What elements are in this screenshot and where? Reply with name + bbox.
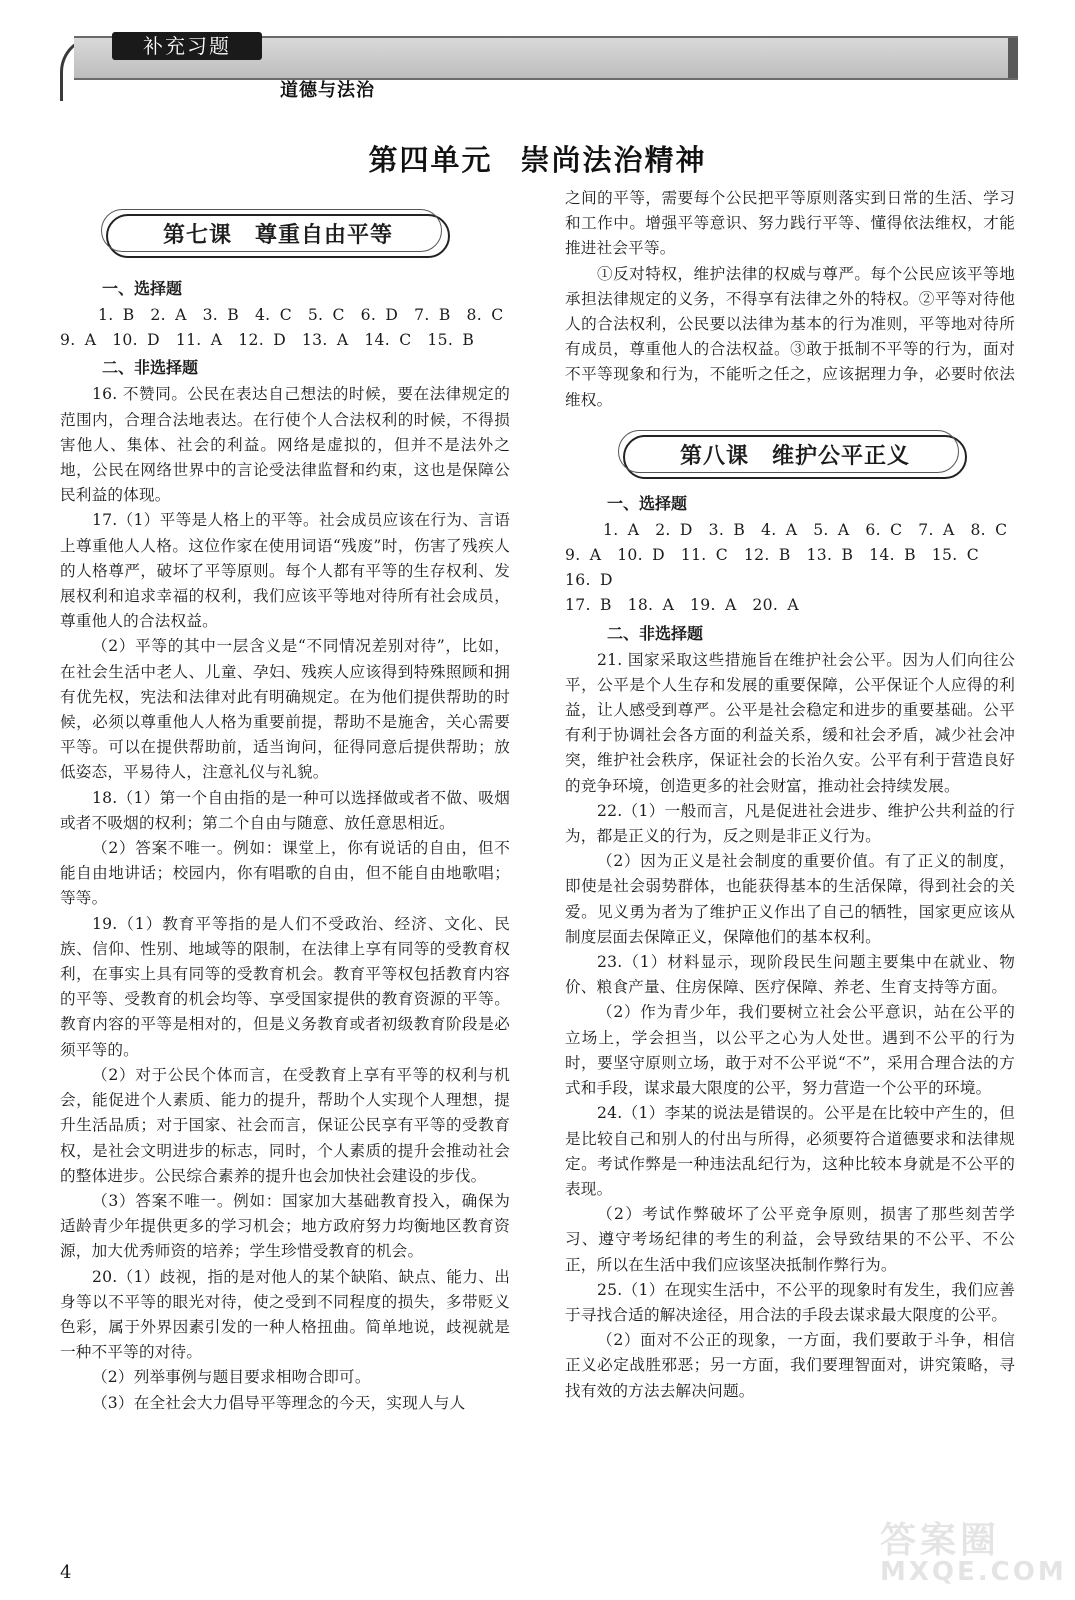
- paragraph: （2）面对不公正的现象，一方面，我们要敢于斗争，相信正义必定战胜邪恶；另一方面，我们要理智面对，讲究策略，寻找有效的方法去解决问题。: [565, 1331, 1015, 1400]
- paragraph: 21. 国家采取这些措施旨在维护社会公平。因为人们向往公平，公平是个人生存和发展的重要保障，公平保证个人应得的利益，让人感受到尊严。公平是社会稳定和进步的重要基础。公平有利于协调社会各方面的利益关系，缓和社会矛盾，减少社会冲突，维护社会秩序，保证社会的长治久安。公平有利于营造良好的竞争环境，创造更多的社会财富，推动社会持续发展。: [565, 650, 1015, 795]
- paragraph: （2）作为青少年，我们要树立社会公平意识，站在公平的立场上，学会担当，以公平之心为人处世。遇到不公平的行为时，要坚守原则立场，敢于对不公平说“不”，采用合理合法的方式和手段，谋求最大限度的公平，努力营造一个公平的环境。: [565, 1003, 1015, 1098]
- lesson8-answers-line3: 17. B 18. A 19. A 20. A: [565, 596, 799, 615]
- lesson8-title: 第八课 维护公平正义: [623, 435, 967, 479]
- lesson7-title: 第七课 尊重自由平等: [106, 214, 450, 258]
- lesson8-section-nonchoice: 二、非选择题: [607, 623, 704, 643]
- watermark-logo-text: 答案圈: [880, 1520, 1001, 1561]
- paragraph: （2）因为正义是社会制度的重要价值。有了正义的制度，即使是社会弱势群体，也能获得基本的生活保障，得到社会的关爱。见义勇为者为了维护正义作出了自己的牺牲，国家更应该从制度层面去保障正义，保障他们的基本权利。: [565, 852, 1015, 946]
- paragraph: ①反对特权，维护法律的权威与尊严。每个公民应该平等地承担法律规定的义务，不得享有法律之外的特权。②平等对待他人的合法权利，公民要以法律为基本的行为准则，平等地对待所有成员，尊重他人的合法权益。③敢于抵制不平等的行为，面对不平等现象和行为，不能听之任之，应该据理力争，必要时依法维权。: [565, 264, 1015, 409]
- paragraph: （2）平等的其中一层含义是“不同情况差别对待”，比如，在社会生活中老人、儿童、孕妇、残疾人应该得到特殊照顾和拥有优先权，宪法和法律对此有明确规定。在为他们提供帮助的时候，必须以尊重他人人格为重要前提，帮助不是施舍，关心需要平等。可以在提供帮助前，适当询问，征得同意后提供帮助；放低姿态，平易待人，注意礼仪与礼貌。: [60, 637, 510, 782]
- paragraph: 24.（1）李某的说法是错误的。公平是在比较中产生的，但是比较自己和别人的付出与所得，必须要符合道德要求和法律规定。考试作弊是一种违法乱纪行为，这种比较本身就是不公平的表现。: [565, 1104, 1015, 1198]
- paragraph: 17.（1）平等是人格上的平等。社会成员应该在行为、言语上尊重他人人格。这位作家在使用词语“残废”时，伤害了残疾人的人格尊严，破坏了平等原则。每个人都有平等的生存权利、发展权利和追求幸福的权利，我们应该平等地对待所有社会成员，尊重他人的合法权益。: [60, 511, 510, 631]
- right-column: [565, 186, 1015, 1404]
- header-subject: 道德与法治: [280, 80, 375, 101]
- left-column: [60, 192, 510, 1416]
- paragraph: （2）考试作弊破坏了公平竞争原则，损害了那些刻苦学习、遵守考场纪律的考生的利益，会导致结果的不公平、不公正，所以在生活中我们应该坚决抵制作弊行为。: [565, 1205, 1015, 1274]
- paragraph: （2）列举事例与题目要求相吻合即可。: [92, 1368, 371, 1387]
- lesson7-section-nonchoice: 二、非选择题: [102, 358, 199, 378]
- unit-number: 第四单元: [368, 143, 493, 177]
- page-header: [60, 32, 1018, 102]
- paragraph: 19.（1）教育平等指的是人们不受政治、经济、文化、民族、信仰、性别、地域等的限制，在法律上享有同等的受教育权利，在事实上具有同等的受教育机会。教育平等权包括教育内容的平等、受教育的机会均等、享受国家提供的教育资源的平等。教育内容的平等是相对的，但是义务教育或者初级教育阶段是必须平等的。: [60, 914, 510, 1059]
- lesson8-section-choice: 一、选择题: [607, 493, 688, 513]
- paragraph: 20.（1）歧视，指的是对他人的某个缺陷、缺点、能力、出身等以不平等的眼光对待，使之受到不同程度的损失，多带贬义色彩，属于外界因素引发的一种人格扭曲。简单地说，歧视就是一种不平等的对待。: [60, 1267, 510, 1362]
- lesson8-answers-line1: 1. A 2. D 3. B 4. A 5. A 6. C 7. A 8. C: [603, 520, 1008, 539]
- lesson7-section-choice: 一、选择题: [102, 279, 183, 298]
- paragraph: 之间的平等，需要每个公民把平等原则落实到日常的生活、学习和工作中。增强平等意识、努力践行平等、懂得依法维权，才能推进社会平等。: [565, 189, 1015, 258]
- paragraph: 25.（1）在现实生活中，不公平的现象时有发生，我们应善于寻找合适的解决途径，用合法的手段去谋求最大限度的公平。: [565, 1280, 1015, 1324]
- paragraph: （3）在全社会大力倡导平等理念的今天，实现人与人: [92, 1393, 466, 1412]
- paragraph: （2）答案不唯一。例如：课堂上，你有说话的自由，但不能自由地讲话；校园内，你有唱歌的自由，但不能自由地歌唱；等等。: [60, 839, 510, 908]
- watermark-url: MXQE.COM: [880, 1557, 1067, 1587]
- paragraph: 22.（1）一般而言，凡是促进社会进步、维护公共利益的行为，都是正义的行为，反之则是非正义行为。: [565, 801, 1015, 846]
- paragraph: 18.（1）第一个自由指的是一种可以选择做或者不做、吸烟或者不吸烟的权利；第二个自由与随意、放任意思相近。: [60, 788, 510, 832]
- paragraph: （2）对于公民个体而言，在受教育上享有平等的权利与机会，能促进个人素质、能力的提升，帮助个人实现个人理想，提升生活品质；对于国家、社会而言，保证公民享有平等的受教育权，是社会文明进步的标志，同时，个人素质的提升会推动社会的整体进步。公民综合素养的提升也会加快社会建设的步伐。: [60, 1065, 510, 1185]
- paragraph: （3）答案不唯一。例如：国家加大基础教育投入，确保为适龄青少年提供更多的学习机会；地方政府努力均衡地区教育资源，加大优秀师资的培养；学生珍惜受教育的机会。: [60, 1191, 510, 1261]
- paragraph: 23.（1）材料显示，现阶段民生问题主要集中在就业、物价、粮食产量、住房保障、医疗保障、养老、生育支持等方面。: [565, 953, 1015, 997]
- unit-name: 崇尚法治精神: [520, 143, 707, 177]
- lesson7-answers-line2: 9. A 10. D 11. A 12. D 13. A 14. C 15. B: [60, 331, 475, 350]
- lesson7-answers-line1: 1. B 2. A 3. B 4. C 5. C 6. D 7. B 8. C: [98, 306, 504, 324]
- unit-title: [0, 138, 1075, 179]
- page-number: 4: [60, 1562, 72, 1583]
- lesson8-answers-line2: 9. A 10. D 11. C 12. B 13. B 14. B 15. C 16. D: [565, 546, 995, 590]
- paragraph: 16. 不赞同。公民在表达自己想法的时候，要在法律规定的范围内，合理合法地表达。在行使个人合法权利的时候，不得损害他人、集体、社会的利益。网络是虚拟的，但并不是法外之地，公民在网络世界中的言论受法律监督和约束，这也是保障公民利益的体现。: [60, 385, 510, 505]
- header-tag: 补充习题: [112, 32, 262, 60]
- watermark: [880, 1512, 1067, 1592]
